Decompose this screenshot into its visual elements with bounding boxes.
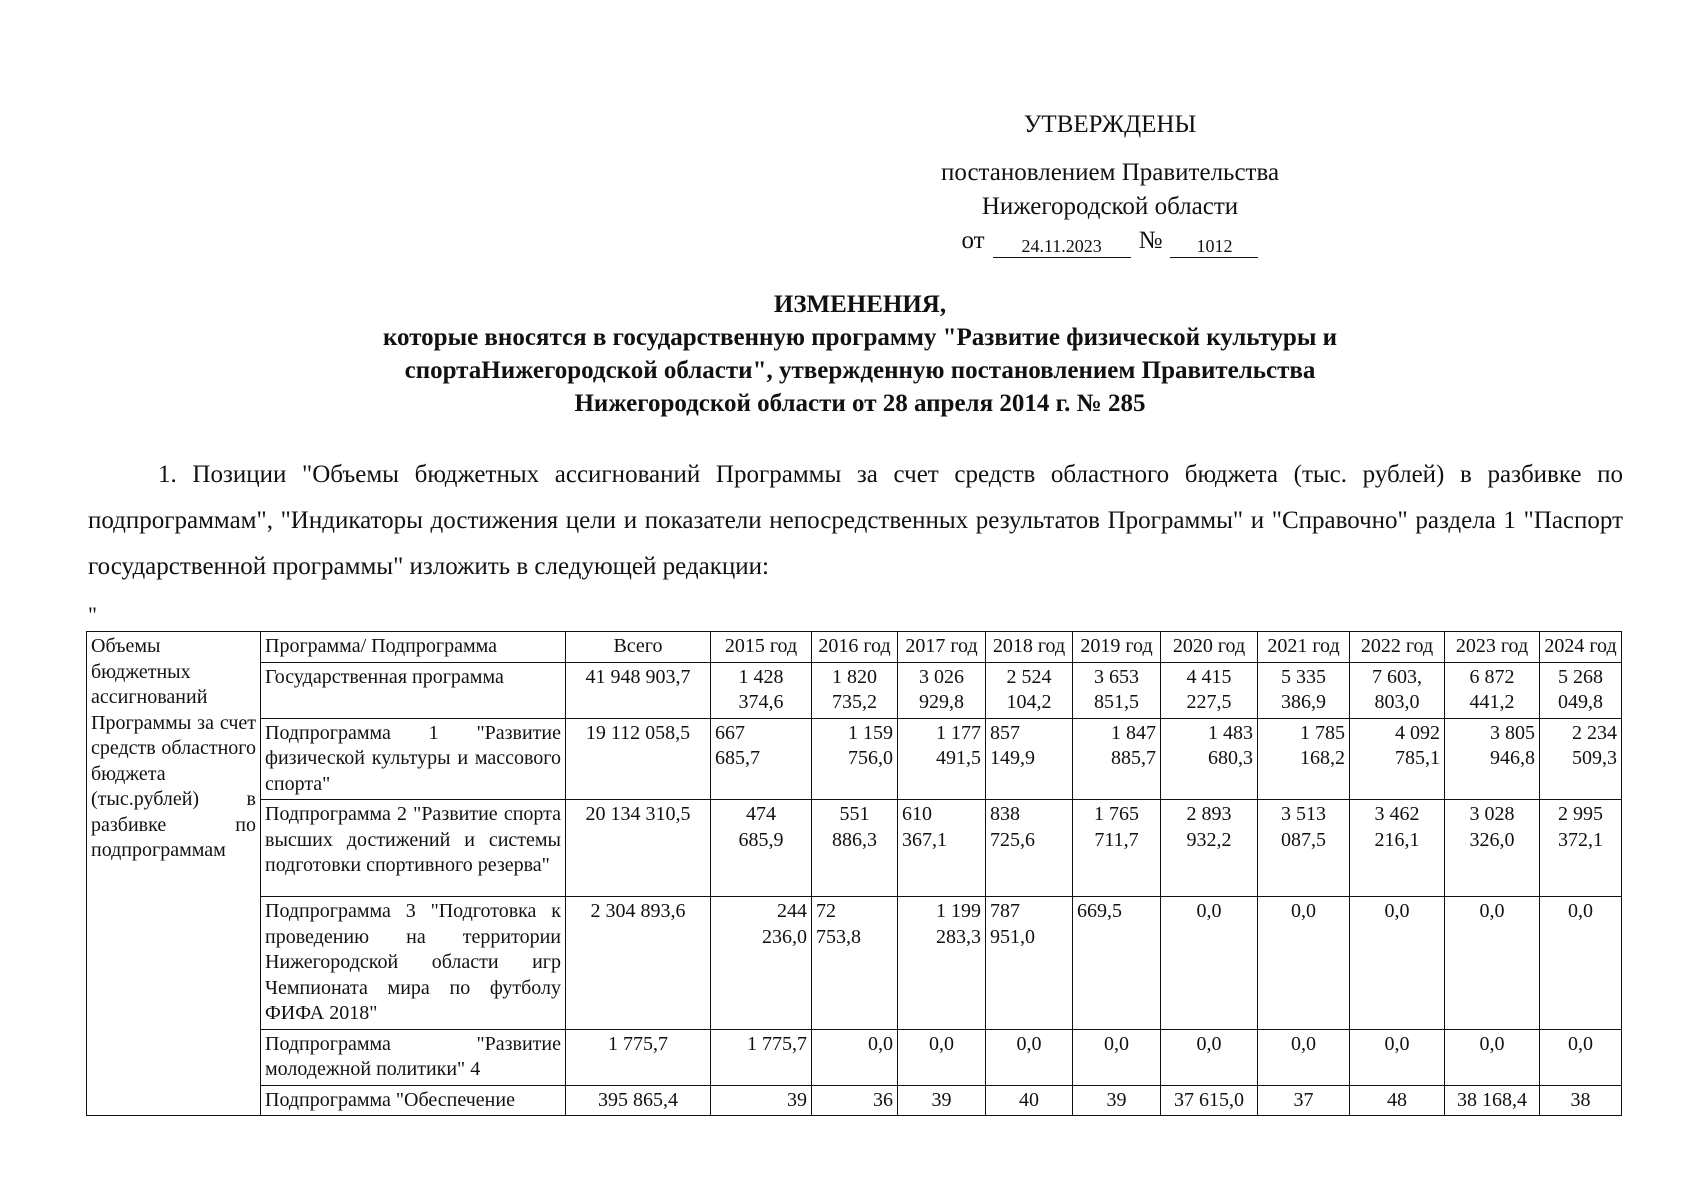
- year-value-cell: 72 753,8: [812, 897, 898, 1030]
- header-year: 2023 год: [1445, 632, 1540, 663]
- year-value-cell: 0,0: [1445, 1029, 1540, 1085]
- year-value-cell: 4 092 785,1: [1350, 718, 1445, 800]
- year-value-cell: 1 159 756,0: [812, 718, 898, 800]
- year-value-cell: 1 428 374,6: [711, 662, 812, 718]
- year-value-cell: 1 199 283,3: [898, 897, 986, 1030]
- total-cell: 19 112 058,5: [566, 718, 711, 800]
- number-label: №: [1138, 227, 1163, 254]
- year-value-cell: 5 268 049,8: [1540, 662, 1622, 718]
- year-value-cell: 38 168,4: [1445, 1085, 1540, 1116]
- year-value-cell: 1 785 168,2: [1258, 718, 1350, 800]
- header-year: 2018 год: [986, 632, 1073, 663]
- title-line-4: Нижегородской области от 28 апреля 2014 г. № 285: [574, 390, 1146, 417]
- year-value-cell: 610 367,1: [898, 800, 986, 897]
- year-value-cell: 244 236,0: [711, 897, 812, 1030]
- year-value-cell: 0,0: [1258, 897, 1350, 1030]
- header-year: 2022 год: [1350, 632, 1445, 663]
- table-row: [87, 897, 1622, 1030]
- approval-date: 24.11.2023: [993, 235, 1131, 258]
- year-value-cell: 3 513 087,5: [1258, 800, 1350, 897]
- header-year: 2019 год: [1073, 632, 1161, 663]
- year-value-cell: 1 765 711,7: [1073, 800, 1161, 897]
- year-value-cell: 6 872 441,2: [1445, 662, 1540, 718]
- year-value-cell: 1 847 885,7: [1073, 718, 1161, 800]
- approval-date-line: [900, 224, 1320, 258]
- year-value-cell: 0,0: [1258, 1029, 1350, 1085]
- body-paragraph: [88, 452, 1623, 590]
- year-value-cell: 3 462 216,1: [1350, 800, 1445, 897]
- year-value-cell: 0,0: [1161, 1029, 1258, 1085]
- title-line-1: ИЗМЕНЕНИЯ,: [773, 291, 947, 318]
- approval-heading: УТВЕРЖДЕНЫ: [1023, 111, 1197, 138]
- year-value-cell: 0,0: [1161, 897, 1258, 1030]
- from-label: от: [961, 227, 985, 254]
- year-value-cell: 40: [986, 1085, 1073, 1116]
- program-name-cell: Подпрограмма "Развитие молодежной политики" 4: [261, 1029, 566, 1085]
- year-value-cell: 551 886,3: [812, 800, 898, 897]
- header-year: 2017 год: [898, 632, 986, 663]
- approval-line-1: постановлением Правительства: [940, 159, 1280, 186]
- program-name-cell: Подпрограмма 1 "Развитие физической культуры и массового спорта": [261, 718, 566, 800]
- year-value-cell: 48: [1350, 1085, 1445, 1116]
- year-value-cell: 3 805 946,8: [1445, 718, 1540, 800]
- year-value-cell: 857 149,9: [986, 718, 1073, 800]
- year-value-cell: 0,0: [1350, 897, 1445, 1030]
- year-value-cell: 1 177 491,5: [898, 718, 986, 800]
- program-name-cell: Подпрограмма 2 "Развитие спорта высших достижений и системы подготовки спортивного резерва": [261, 800, 566, 897]
- table-row: [87, 1085, 1622, 1116]
- year-value-cell: 0,0: [812, 1029, 898, 1085]
- title-line-2: которые вносятся в государственную программу "Развитие физической культуры и: [382, 324, 1338, 351]
- year-value-cell: 7 603, 803,0: [1350, 662, 1445, 718]
- total-cell: 395 865,4: [566, 1085, 711, 1116]
- total-cell: 1 775,7: [566, 1029, 711, 1085]
- total-cell: 2 304 893,6: [566, 897, 711, 1030]
- title-line-3: спортаНижегородской области", утвержденную постановлением Правительства: [404, 357, 1316, 384]
- header-year: 2020 год: [1161, 632, 1258, 663]
- budget-table: [86, 631, 1622, 1116]
- year-value-cell: 2 893 932,2: [1161, 800, 1258, 897]
- year-value-cell: 3 028 326,0: [1445, 800, 1540, 897]
- year-value-cell: 2 234 509,3: [1540, 718, 1622, 800]
- year-value-cell: 1 483 680,3: [1161, 718, 1258, 800]
- year-value-cell: 0,0: [986, 1029, 1073, 1085]
- paragraph-text: 1. Позиции "Объемы бюджетных ассигнований Программы за счет средств областного бюджета (тыс. рублей) в разбивке по подпрограммам", "Индикаторы достижения цели и показатели непосредственных результатов Программы" и "Справочно" раздела 1 "Паспорт государственной программы" изложить в следующей редакции:: [88, 461, 1623, 580]
- year-value-cell: 39: [898, 1085, 986, 1116]
- year-value-cell: 2 995 372,1: [1540, 800, 1622, 897]
- year-value-cell: 0,0: [1073, 1029, 1161, 1085]
- year-value-cell: 1 775,7: [711, 1029, 812, 1085]
- year-value-cell: 0,0: [898, 1029, 986, 1085]
- year-value-cell: 39: [711, 1085, 812, 1116]
- header-total: Всего: [566, 632, 711, 663]
- year-value-cell: 0,0: [1445, 897, 1540, 1030]
- document-title: [60, 288, 1660, 420]
- year-value-cell: 474 685,9: [711, 800, 812, 897]
- table-header-row: [87, 632, 1622, 663]
- approval-line-2: Нижегородской области: [981, 193, 1239, 220]
- year-value-cell: 787 951,0: [986, 897, 1073, 1030]
- year-value-cell: 38: [1540, 1085, 1622, 1116]
- table-body: [87, 632, 1622, 1116]
- table-row: [87, 662, 1622, 718]
- year-value-cell: 2 524 104,2: [986, 662, 1073, 718]
- year-value-cell: 0,0: [1540, 1029, 1622, 1085]
- approval-block: [900, 108, 1320, 258]
- approval-number: 1012: [1170, 235, 1258, 258]
- year-value-cell: 39: [1073, 1085, 1161, 1116]
- year-value-cell: 5 335 386,9: [1258, 662, 1350, 718]
- header-year: 2015 год: [711, 632, 812, 663]
- year-value-cell: 669,5: [1073, 897, 1161, 1030]
- program-name-cell: Подпрограмма "Обеспечение: [261, 1085, 566, 1116]
- year-value-cell: 3 653 851,5: [1073, 662, 1161, 718]
- total-cell: 41 948 903,7: [566, 662, 711, 718]
- year-value-cell: 36: [812, 1085, 898, 1116]
- header-year: 2021 год: [1258, 632, 1350, 663]
- side-label-cell: Объемы бюджетных ассигнований Программы за счет средств областного бюджета (тыс.рублей) в разбивке по подпрограммам: [87, 632, 261, 1116]
- program-name-cell: Подпрограмма 3 "Подготовка к проведению на территории Нижегородской области игр Чемпионата мира по футболу ФИФА 2018": [261, 897, 566, 1030]
- header-year: 2016 год: [812, 632, 898, 663]
- program-name-cell: Государственная программа: [261, 662, 566, 718]
- header-year: 2024 год: [1540, 632, 1622, 663]
- table-row: [87, 1029, 1622, 1085]
- header-program: Программа/ Подпрограмма: [261, 632, 566, 663]
- table-row: [87, 718, 1622, 800]
- year-value-cell: 37 615,0: [1161, 1085, 1258, 1116]
- total-cell: 20 134 310,5: [566, 800, 711, 897]
- year-value-cell: 0,0: [1540, 897, 1622, 1030]
- year-value-cell: 838 725,6: [986, 800, 1073, 897]
- year-value-cell: 37: [1258, 1085, 1350, 1116]
- quote-mark: ": [88, 602, 97, 627]
- year-value-cell: 4 415 227,5: [1161, 662, 1258, 718]
- year-value-cell: 1 820 735,2: [812, 662, 898, 718]
- table-row: [87, 800, 1622, 897]
- year-value-cell: 0,0: [1350, 1029, 1445, 1085]
- year-value-cell: 3 026 929,8: [898, 662, 986, 718]
- year-value-cell: 667 685,7: [711, 718, 812, 800]
